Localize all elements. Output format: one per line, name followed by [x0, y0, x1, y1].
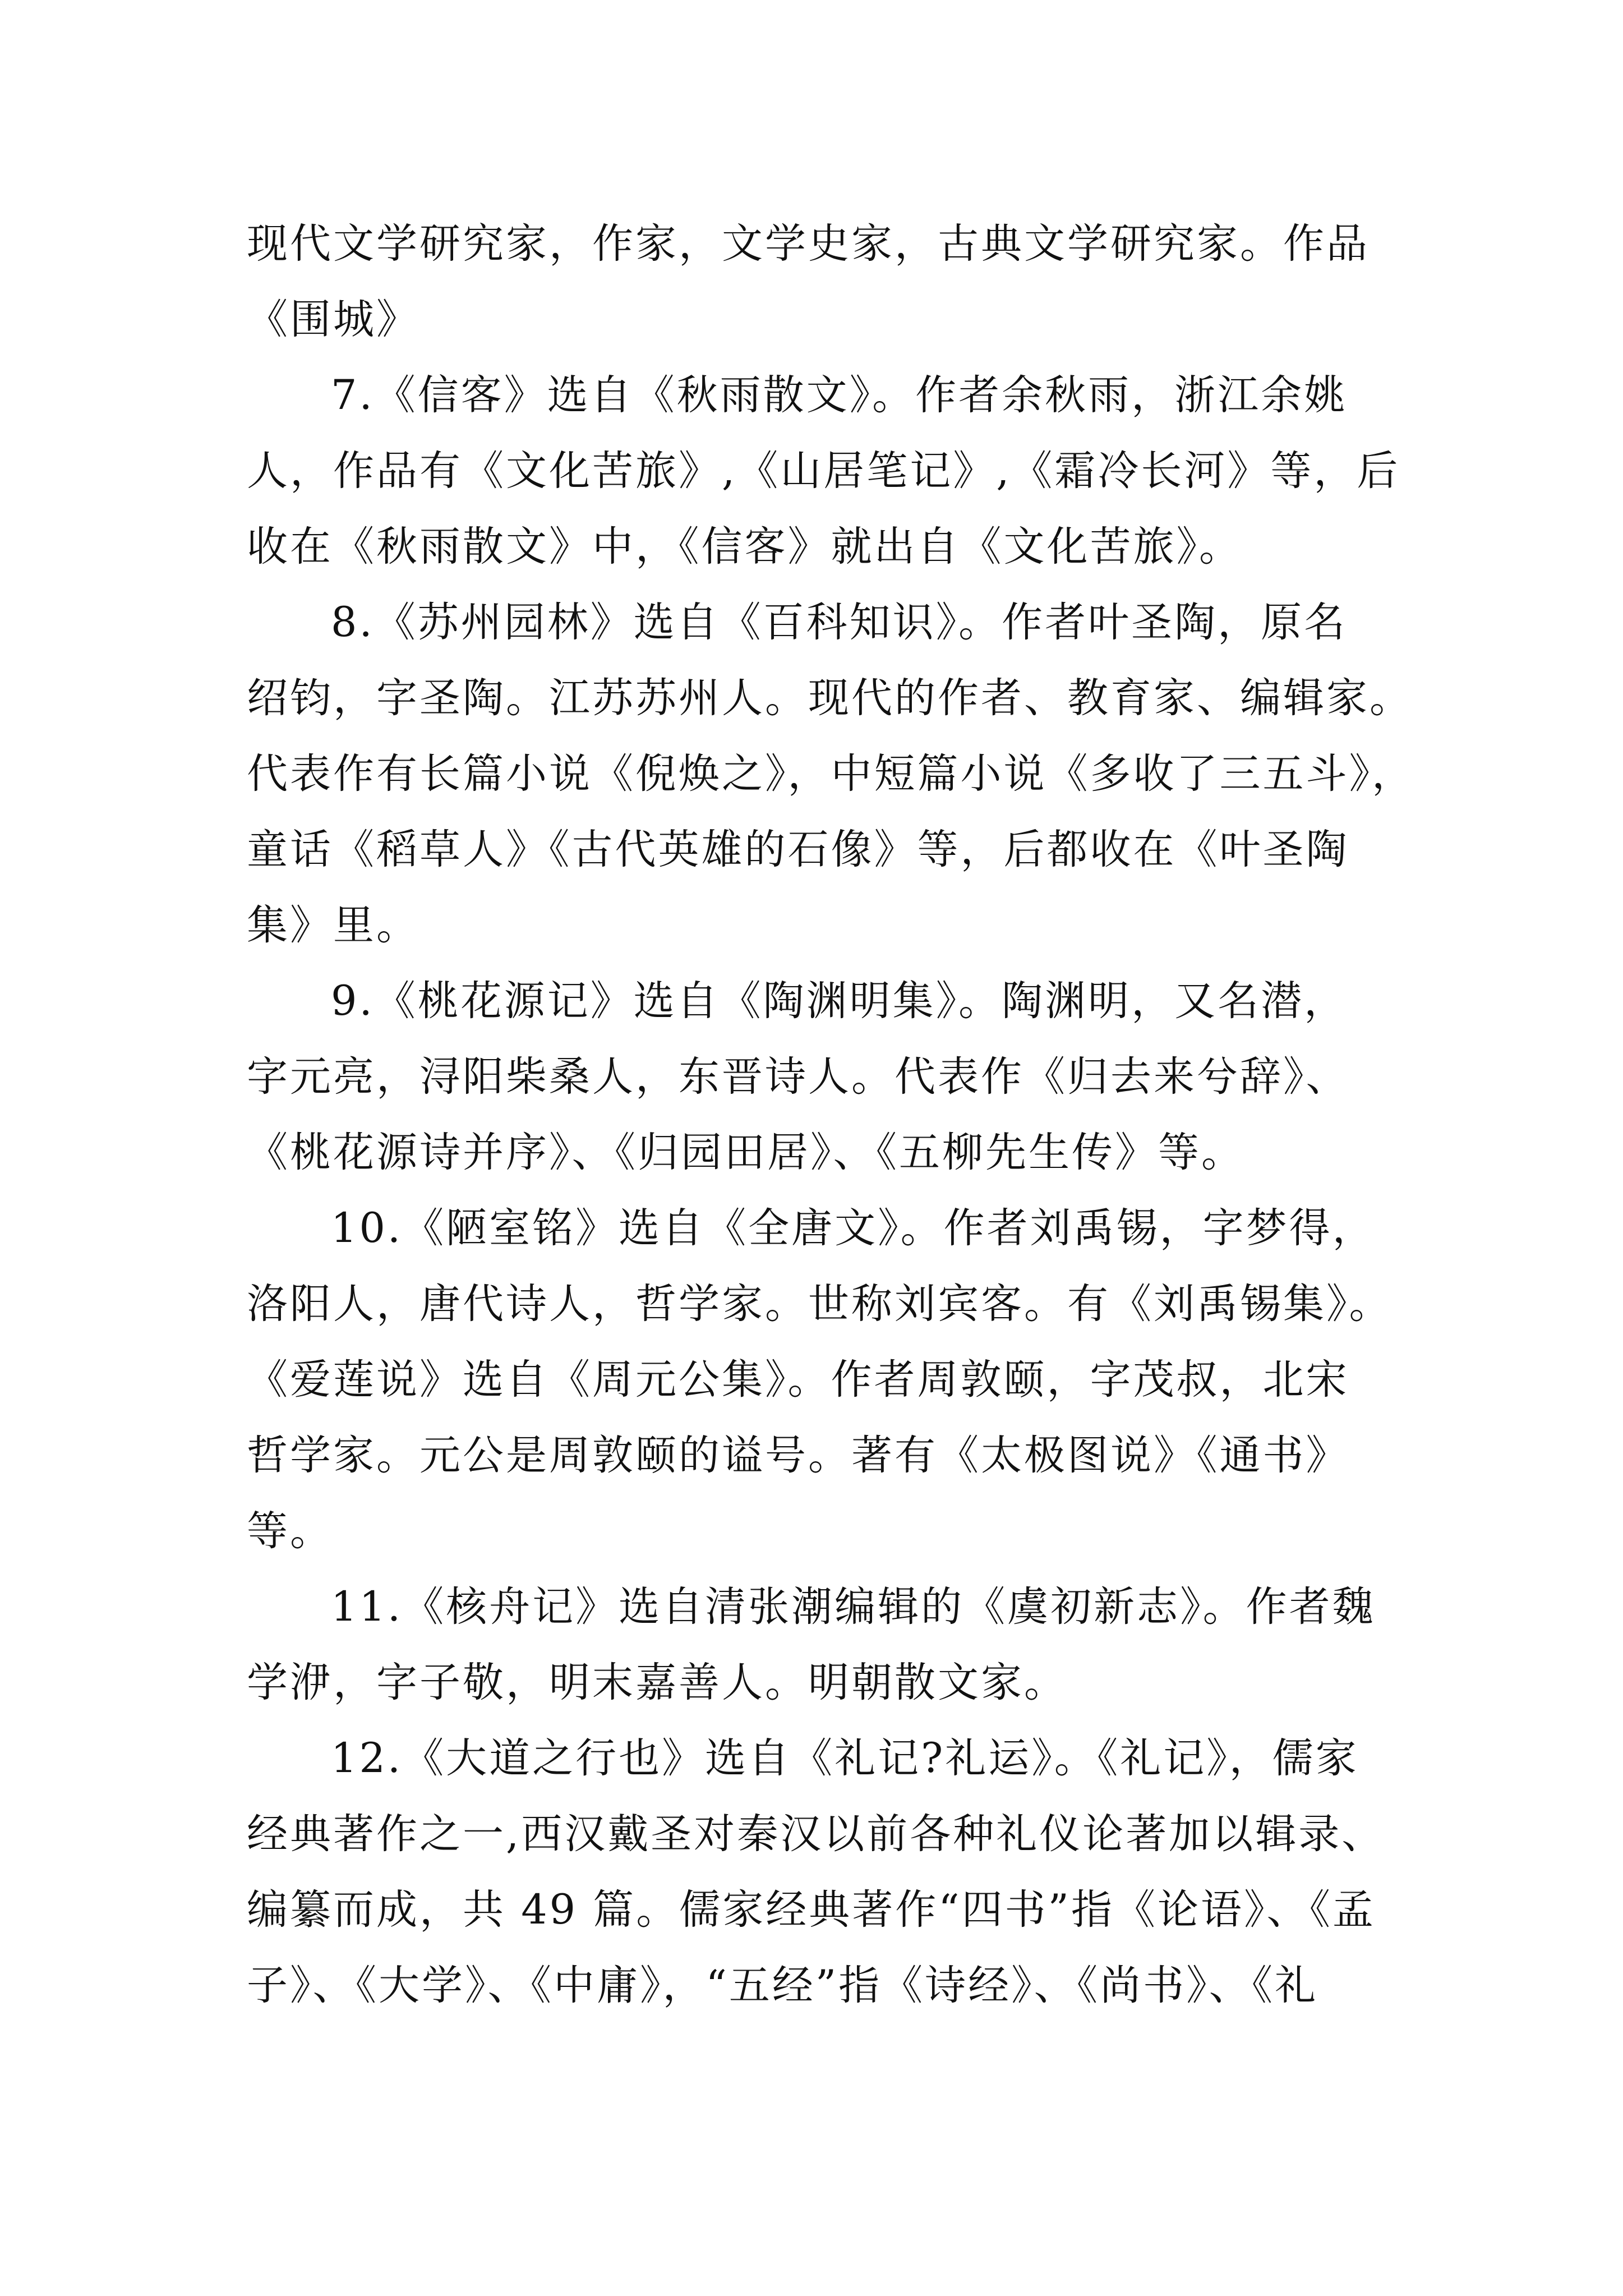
text-line: 代表作有长篇小说《倪焕之》，中短篇小说《多收了三五斗》， — [247, 750, 1415, 798]
text-line: 现代文学研究家，作家，文学史家，古典文学研究家。作品 — [247, 220, 1370, 268]
text-line: 等。 — [247, 1507, 333, 1555]
text-line: 人，作品有《文化苦旅》,《山居笔记》,《霜冷长河》等，后 — [247, 447, 1400, 495]
text-line: 字元亮，浔阳柴桑人，东晋诗人。代表作《归去来兮辞》、 — [247, 1053, 1349, 1101]
text-line: 经典著作之一,西汉戴圣对秦汉以前各种礼仪论著加以辑录、 — [247, 1810, 1385, 1858]
text-line: 7.《信客》选自《秋雨散文》。作者余秋雨，浙江余姚 — [331, 371, 1348, 419]
text-line: 集》里。 — [247, 901, 419, 949]
text-line: 编纂而成，共 49 篇。儒家经典著作“四书”指《论语》、《孟 — [247, 1886, 1376, 1934]
text-line: 收在《秋雨散文》中，《信客》就出自《文化苦旅》。 — [247, 523, 1242, 570]
text-line: 11.《核舟记》选自清张潮编辑的《虞初新志》。作者魏 — [331, 1583, 1376, 1631]
text-line: 《爱莲说》选自《周元公集》。作者周敦颐，字茂叔，北宋 — [247, 1356, 1349, 1404]
text-line: 童话《稻草人》《古代英雄的石像》等，后都收在《叶圣陶 — [247, 826, 1349, 873]
text-line: 10.《陋室铭》选自《全唐文》。作者刘禹锡，字梦得， — [331, 1204, 1376, 1252]
text-line: 洛阳人，唐代诗人，哲学家。世称刘宾客。有《刘禹锡集》。 — [247, 1280, 1393, 1328]
text-line: 子》、《大学》、《中庸》，“五经”指《诗经》、《尚书》、《礼 — [247, 1962, 1318, 2009]
text-line: 《围城》 — [247, 296, 419, 343]
text-line: 9.《桃花源记》选自《陶渊明集》。陶渊明，又名潜， — [331, 977, 1348, 1025]
text-line: 8.《苏州园林》选自《百科知识》。作者叶圣陶，原名 — [331, 599, 1348, 646]
text-line: 绍钧，字圣陶。江苏苏州人。现代的作者、教育家、编辑家。 — [247, 674, 1413, 722]
text-line: 《桃花源诗并序》、《归园田居》、《五柳先生传》等。 — [247, 1129, 1244, 1176]
text-line: 哲学家。元公是周敦颐的谥号。著有《太极图说》《通书》 — [247, 1432, 1349, 1479]
text-line: 学洢，字子敬，明末嘉善人。明朝散文家。 — [247, 1659, 1067, 1706]
text-line: 12.《大道之行也》选自《礼记?礼运》。《礼记》，儒家 — [331, 1734, 1359, 1782]
